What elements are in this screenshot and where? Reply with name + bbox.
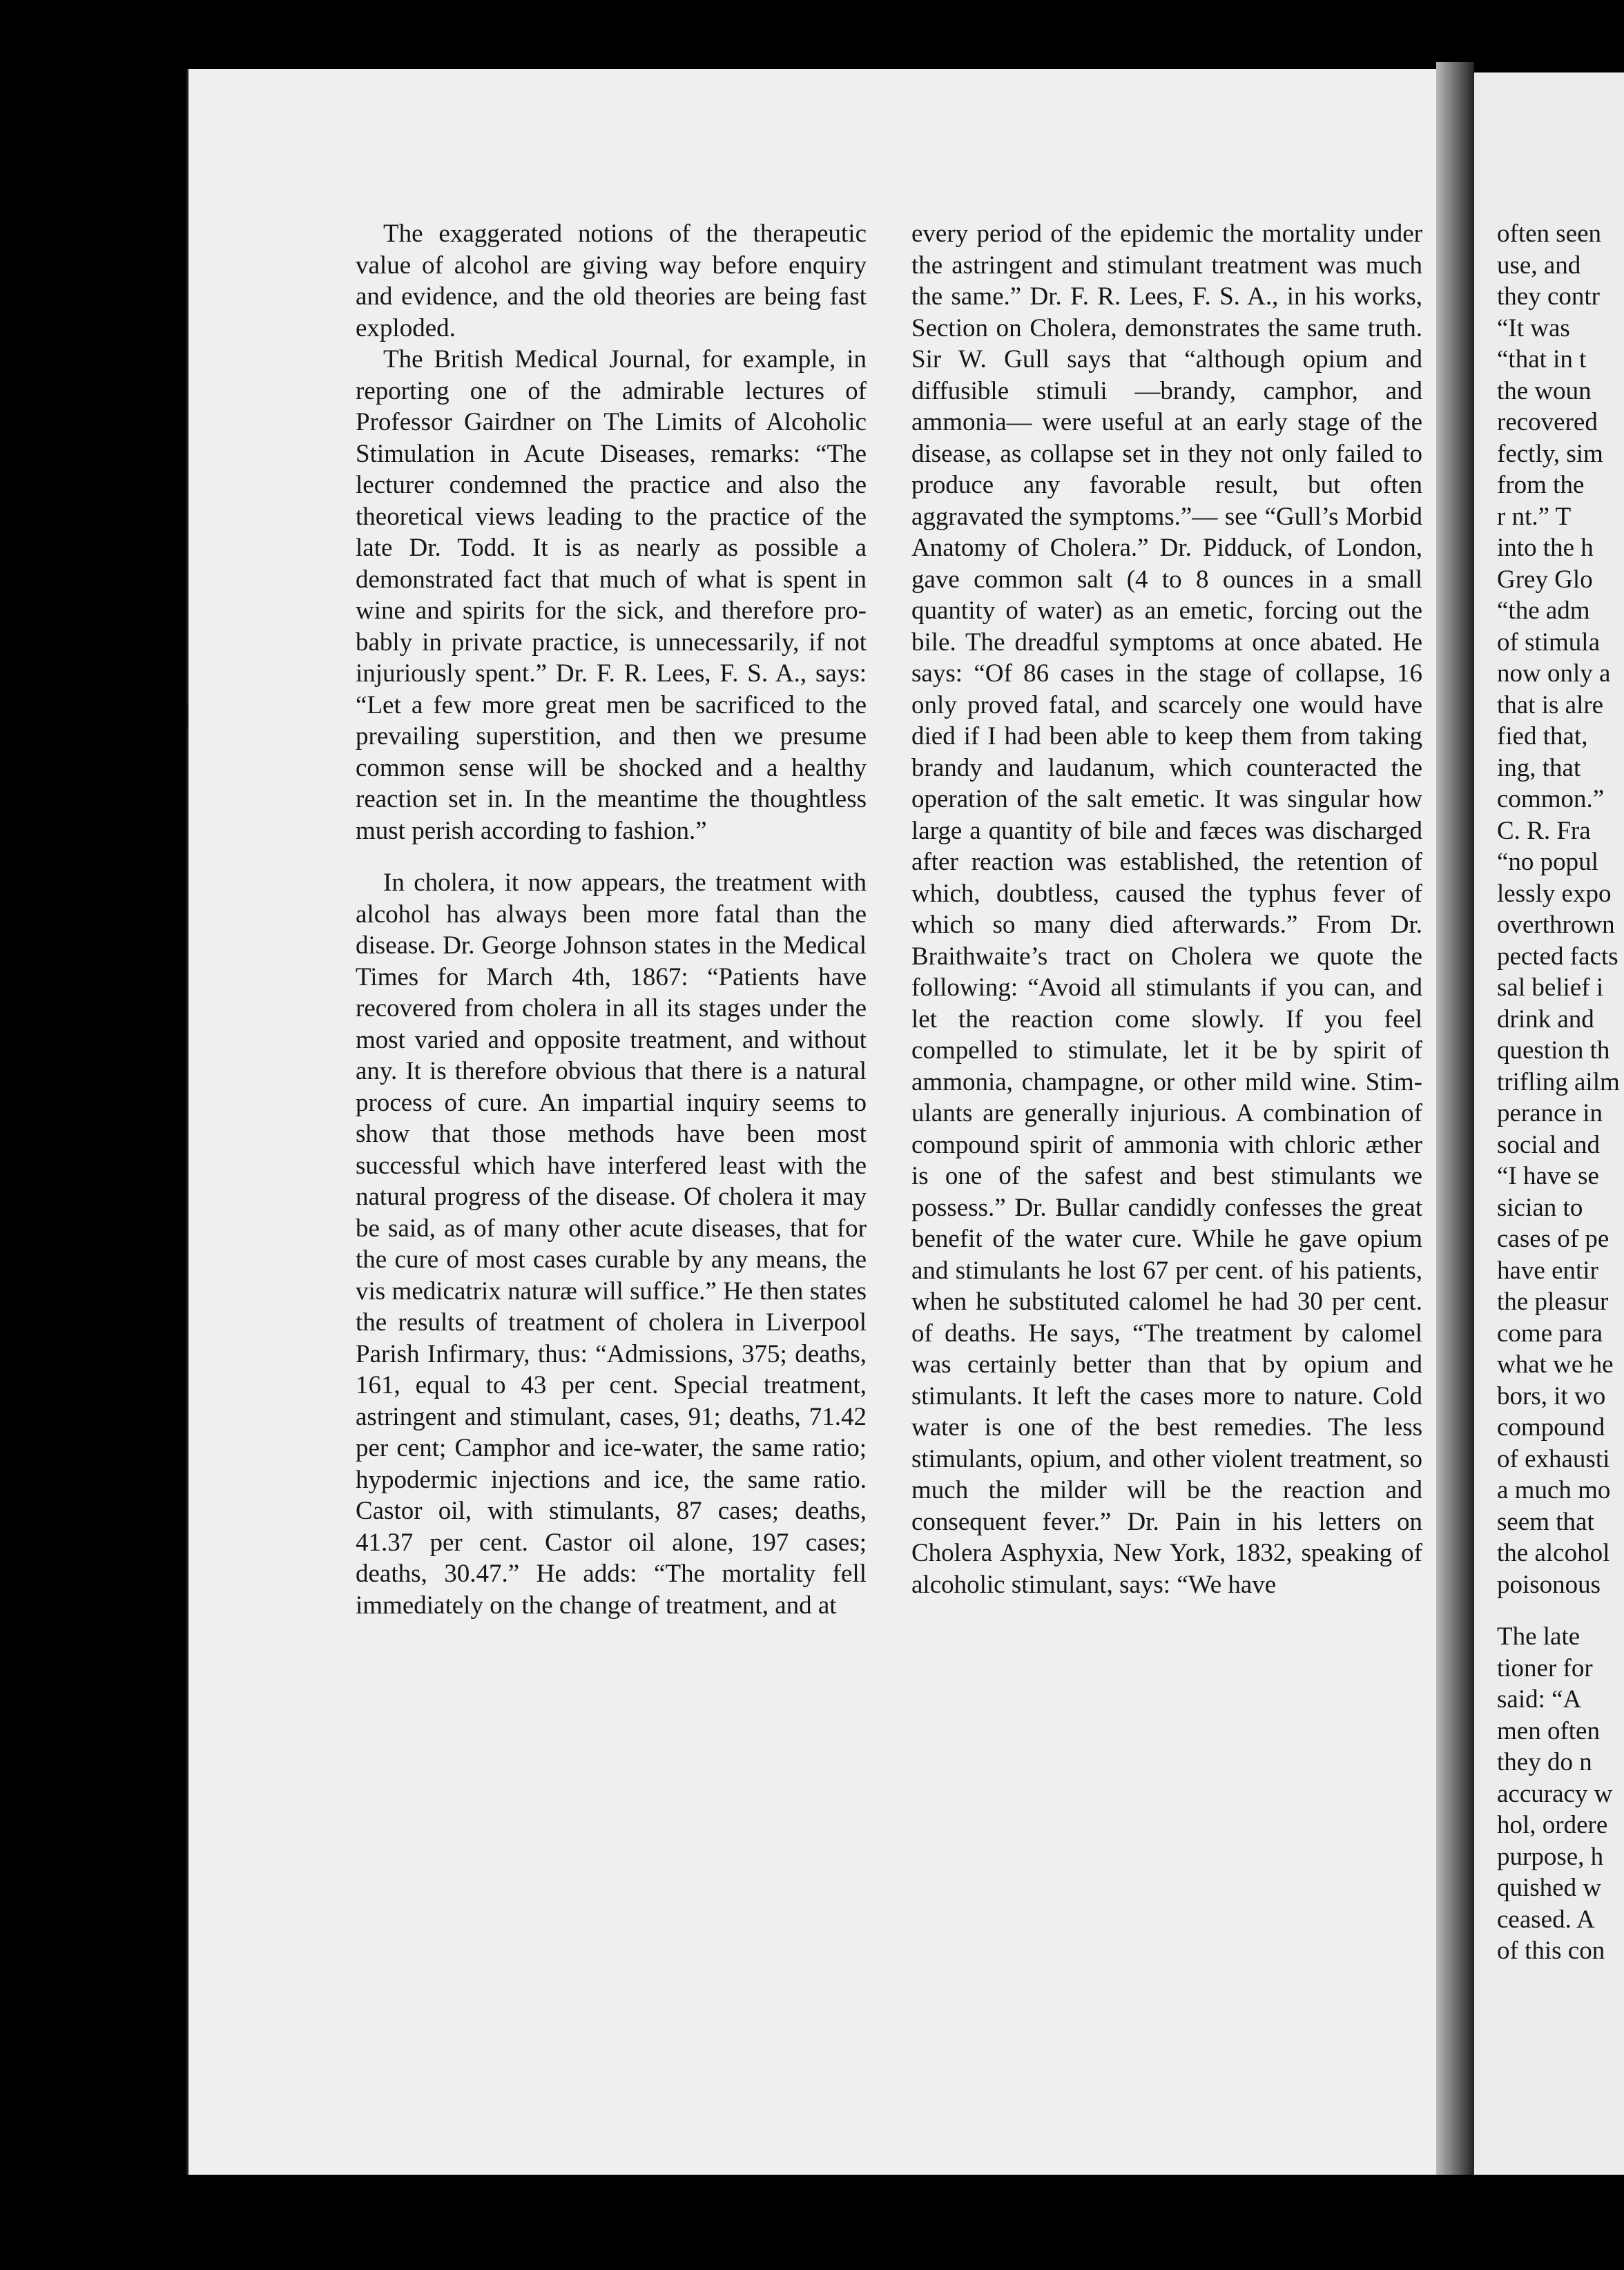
text-line: of stimula	[1497, 628, 1601, 657]
text-line: of this con	[1497, 1937, 1605, 1965]
text-line: now only a	[1497, 659, 1611, 688]
text-line: hol, ordere	[1497, 1811, 1608, 1839]
text-line: have entir	[1497, 1256, 1598, 1285]
text-line: ceased. A	[1497, 1905, 1595, 1934]
text-line: seem that	[1497, 1507, 1594, 1536]
text-line: overthrown	[1497, 911, 1615, 939]
middle-text-column	[911, 218, 1422, 1600]
text-line: the woun	[1497, 376, 1592, 405]
text-line: of exhausti	[1497, 1444, 1610, 1473]
text-line: sal belief i	[1497, 973, 1604, 1002]
text-line: “I have se	[1497, 1162, 1599, 1190]
text-line: accuracy w	[1497, 1779, 1613, 1808]
text-line: question th	[1497, 1036, 1610, 1065]
text-line: said: “A	[1497, 1685, 1582, 1714]
text-line: that is alre	[1497, 690, 1604, 719]
paragraph: every period of the epidemic the mortality under the astringent and stimulant treatment was much the same.” Dr. F. R. Lees, F. S. A., in his works, Section on Cholera, demonstrates the same truth. Sir W. Gull says that “although opium and diffusible stimuli —brandy, camphor, and ammonia— were useful at an early stage of the disease, as collapse set in they not only failed to produce any favorable result, but often aggravated the symptoms.”— see “Gull’s Morbid Anatomy of Cholera.” Dr. Pidduck, of London, gave common salt (4 to 8 ounces in a small quantity of water) as an emetic, forcing out the bile. The dreadful symptoms at once abated. He says: “Of 86 cases in the stage of collapse, 16 only proved fatal, and scarcely one would have died if I had been able to keep them from taking brandy and laudanum, which counteracted the operation of the salt emetic. It was singular how large a quantity of bile and fæces was discharged after reaction was established, the retention of which, doubtless, caused the typhus fever of which so many died afterwards.” From Dr. Braithwaite’s tract on Cholera we quote the following: “Avoid all stimulants if you can, and let the reaction come slowly. If you feel compelled to stimulate, let it be by spirit of ammonia, champagne, or other mild wine. Stimulants are generally injurious. A combination of compound spirit of ammonia with chloric æther is one of the safest and best stimulants we possess.” Dr. Bullar candidly confesses the great benefit of the water cure. While he gave opium and stimulants he lost 67 per cent. of his patients, when he substituted calomel he had 30 per cent. of deaths. He says, “The treatment by calomel was certainly better than that by opium and stimulants. It left the cases more to nature. Cold water is one of the best remedies. The less stimulants, opium, and other violent treatment, so much the milder will be the reaction and consequent fever.” Dr. Pain in his letters on Cholera Asphyxia, New York, 1832, speaking of alcoholic stimulant, says: “We have	[911, 220, 1422, 1599]
text-line: pected facts	[1497, 942, 1618, 971]
text-line: from the	[1497, 471, 1585, 499]
text-line: men often	[1497, 1716, 1600, 1745]
text-line: they do n	[1497, 1748, 1592, 1776]
left-text-column	[356, 218, 867, 1621]
text-line: poisonous	[1497, 1570, 1601, 1599]
text-line: the alcohol	[1497, 1539, 1610, 1567]
text-line: r nt.” T	[1497, 502, 1572, 531]
margin-mark: |	[185, 699, 191, 728]
text-line: fectly, sim	[1497, 439, 1603, 468]
text-line: recovered	[1497, 408, 1598, 436]
text-line: the pleasur	[1497, 1288, 1609, 1316]
text-line: purpose, h	[1497, 1842, 1604, 1871]
text-line: use, and	[1497, 251, 1581, 280]
text-line: drink and	[1497, 1005, 1594, 1034]
text-line: ing, that	[1497, 753, 1581, 782]
text-line: sician to	[1497, 1193, 1583, 1222]
text-line: C. R. Fra	[1497, 816, 1591, 845]
text-line: trifling ailm	[1497, 1067, 1620, 1096]
text-line: “the adm	[1497, 596, 1590, 625]
text-line: compound	[1497, 1413, 1605, 1442]
text-line: they contr	[1497, 282, 1600, 311]
paragraph: The exaggerated notions of the therapeutic value of alcohol are giving way before enquiry and evidence, and the old theories are being fast exploded.	[356, 220, 867, 342]
paragraph: In cholera, it now appears, the treatment with alcohol has always been more fatal than the disease. Dr. George Johnson states in the Medical Times for March 4th, 1867: “Patients have recovered from cholera in all its stages under the most varied and opposite treatment, and without any. It is therefore obvious that there is a natural process of cure. An impartial inquiry seems to show that those methods have been most successful which have interfered least with the natural progress of the disease. Of cholera it may be said, as of many other acute diseases, that for the cure of most cases curable by any means, the vis medicatrix naturæ will suffice.” He then states the results of treatment of cholera in Liverpool Parish Infirmary, thus: “Admissions, 375; deaths, 161, equal to 43 per cent. Special treatment, astringent and stimulant, cases, 91; deaths, 71.42 per cent; Camphor and ice-water, the same ratio; hypodermic injections and ice, the same ratio. Castor oil, with stimulants, 87 cases; deaths, 41.37 per cent. Castor oil alone, 197 cases; deaths, 30.47.” He adds: “The mortality fell immediately on the change of treatment, and at	[356, 869, 867, 1620]
text-line: tioner for	[1497, 1653, 1593, 1682]
text-line: “that in t	[1497, 345, 1587, 374]
text-line: cases of pe	[1497, 1225, 1610, 1253]
text-line: often seen	[1497, 220, 1602, 248]
text-line: lessly expo	[1497, 879, 1612, 908]
paragraph: The British Medical Journal, for example, in reporting one of the admirable lectures of Professor Gairdner on The Limits of Alcoholic Stimulation in Acute Diseases, remarks: “The lecturer condemned the practice and also the theoretical views leading to the practice of the late Dr. Todd. It is as nearly as possible a demonstrated fact that much of what is spent in wine and spirits for the sick, and therefore probably in private practice, is unnecessarily, if not injuriously spent.” Dr. F. R. Lees, F. S. A., says: “Let a few more great men be sacrificed to the prevailing superstition, and then we presume common sense will be shocked and a healthy reaction set in. In the meantime the thoughtless must perish according to fashion.”	[356, 345, 867, 845]
text-line: Grey Glo	[1497, 565, 1593, 594]
text-line: bors, it wo	[1497, 1381, 1606, 1410]
text-line: perance in	[1497, 1099, 1603, 1127]
text-line: what we he	[1497, 1350, 1614, 1379]
book-gutter	[1436, 62, 1474, 2175]
text-line: The late	[1497, 1622, 1580, 1651]
text-line: a much mo	[1497, 1476, 1611, 1504]
text-line: into the h	[1497, 534, 1594, 562]
text-line: fied that,	[1497, 722, 1588, 750]
right-text-column-fragment	[1497, 218, 1624, 1967]
text-line: come para	[1497, 1319, 1603, 1348]
text-line: “It was	[1497, 313, 1570, 342]
text-line: common.”	[1497, 785, 1605, 813]
scan-border	[180, 2175, 1624, 2270]
text-line: “no popul	[1497, 848, 1598, 876]
text-line: social and	[1497, 1130, 1600, 1159]
text-line: quished w	[1497, 1874, 1602, 1902]
